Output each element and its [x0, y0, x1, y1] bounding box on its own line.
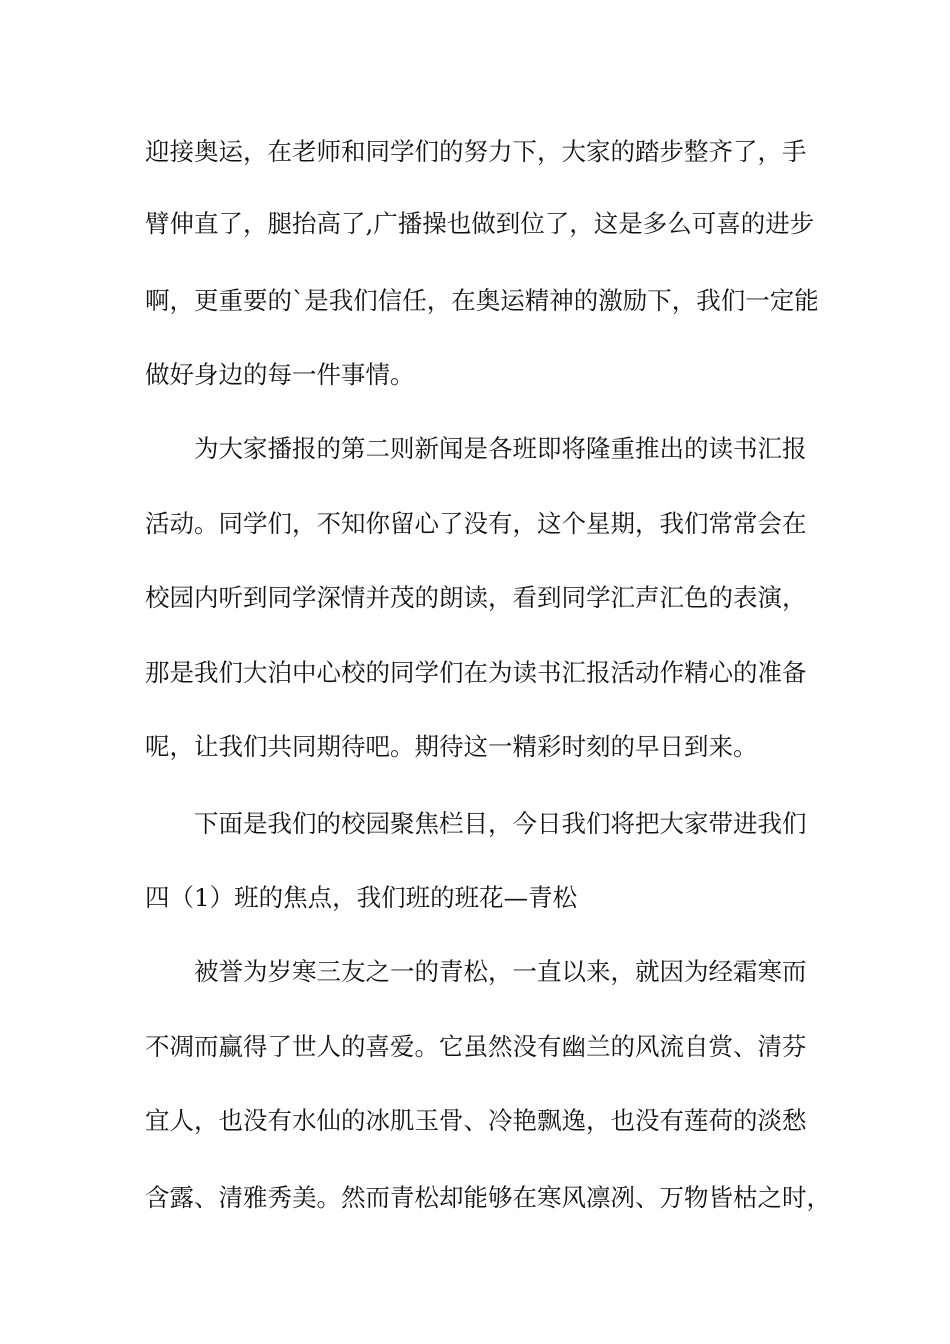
text-line: 那是我们大泊中心校的同学们在为读书汇报活动作精心的准备: [145, 658, 807, 687]
text-line: 活动。同学们，不知你留心了没有，这个星期，我们常常会在: [145, 509, 807, 538]
text-line: 呢，让我们共同期待吧。期待这一精彩时刻的早日到来。: [145, 732, 758, 761]
text-line: 宜人，也没有水仙的冰肌玉骨、冷艳飘逸，也没有莲荷的淡愁: [145, 1106, 807, 1135]
text-line: 含露、清雅秀美。然而青松却能够在寒风凛冽、万物皆枯之时，: [145, 1183, 831, 1212]
text-line: 臂伸直了，腿抬高了,广播操也做到位了，这是多么可喜的进步: [145, 209, 815, 238]
text-line: 啊，更重要的`是我们信任，在奥运精神的激励下，我们一定能: [145, 286, 819, 315]
text-line: 四（1）班的焦点，我们班的班花—青松: [145, 883, 578, 912]
paragraph-first-line: 下面是我们的校园聚焦栏目，今日我们将把大家带进我们: [194, 809, 807, 838]
text-line: 做好身边的每一件事情。: [145, 360, 415, 389]
paragraph-first-line: 被誉为岁寒三友之一的青松，一直以来，就因为经霜寒而: [194, 957, 807, 986]
paragraph-first-line: 为大家播报的第二则新闻是各班即将隆重推出的读书汇报: [194, 434, 807, 463]
text-line: 不凋而赢得了世人的喜爱。它虽然没有幽兰的风流自赏、清芬: [145, 1032, 807, 1061]
text-line: 校园内听到同学深情并茂的朗读，看到同学汇声汇色的表演，: [145, 583, 807, 612]
text-line: 迎接奥运，在老师和同学们的努力下，大家的踏步整齐了，手: [145, 137, 807, 166]
